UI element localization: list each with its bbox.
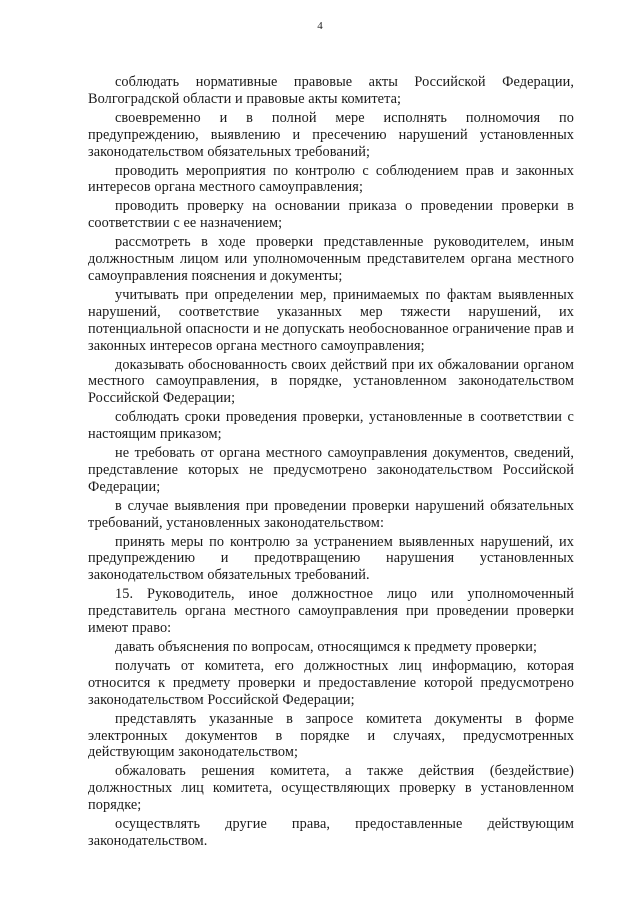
paragraph: не требовать от органа местного самоуправления документов, сведений, представление которых не предусмотрено законодательством Российской Федерации; <box>88 445 574 495</box>
section-15-heading-paragraph: 15. Руководитель, иное должностное лицо или уполномоченный представитель органа местного самоуправления при проведении проверки имеют право: <box>88 586 574 637</box>
paragraph: соблюдать нормативные правовые акты Российской Федерации, Волгоградской области и правовые акты комитета; <box>88 74 574 107</box>
page-number: 4 <box>317 20 323 32</box>
paragraph: осуществлять другие права, предоставленные действующим законодательством. <box>88 816 574 849</box>
paragraph: в случае выявления при проведении проверки нарушений обязательных требований, установленных законодательством: <box>88 497 574 531</box>
paragraph: проводить мероприятия по контролю с соблюдением прав и законных интересов органа местного самоуправления; <box>88 162 574 196</box>
document-body <box>88 74 574 852</box>
paragraph: представлять указанные в запросе комитета документы в форме электронных документов в порядке и случаях, предусмотренных действующим законодательством; <box>88 710 574 761</box>
paragraph: доказывать обоснованность своих действий при их обжаловании органом местного самоуправления, в порядке, установленном законодательством Российской Федерации; <box>88 356 574 407</box>
paragraph: учитывать при определении мер, принимаемых по фактам выявленных нарушений, соответствие указанных мер тяжести нарушений, их потенциальной опасности и не допускать необоснованное ограничение прав и законных интересов органа местного самоуправления; <box>88 286 574 354</box>
paragraph: получать от комитета, его должностных лиц информацию, которая относится к предмету проверки и предоставление которой предусмотрено законодательством Российской Федерации; <box>88 657 574 708</box>
paragraph: давать объяснения по вопросам, относящимся к предмету проверки; <box>115 639 538 655</box>
paragraph: соблюдать сроки проведения проверки, установленные в соответствии с настоящим приказом; <box>88 409 574 443</box>
paragraph: своевременно и в полной мере исполнять полномочия по предупреждению, выявлению и пресечению нарушений установленных законодательством обязательных требований; <box>88 109 574 160</box>
paragraph: рассмотреть в ходе проверки представленные руководителем, иным должностным лицом или уполномоченным представителем органа местного самоуправления пояснения и документы; <box>88 234 574 284</box>
paragraph: проводить проверку на основании приказа о проведении проверки в соответствии с ее назначением; <box>88 198 574 232</box>
paragraph: обжаловать решения комитета, а также действия (бездействие) должностных лиц комитета, осуществляющих проверку в установленном порядке; <box>88 763 574 814</box>
paragraph: принять меры по контролю за устранением выявленных нарушений, их предупреждению и предотвращению нарушения установленных законодательством обязательных требований. <box>88 533 574 584</box>
